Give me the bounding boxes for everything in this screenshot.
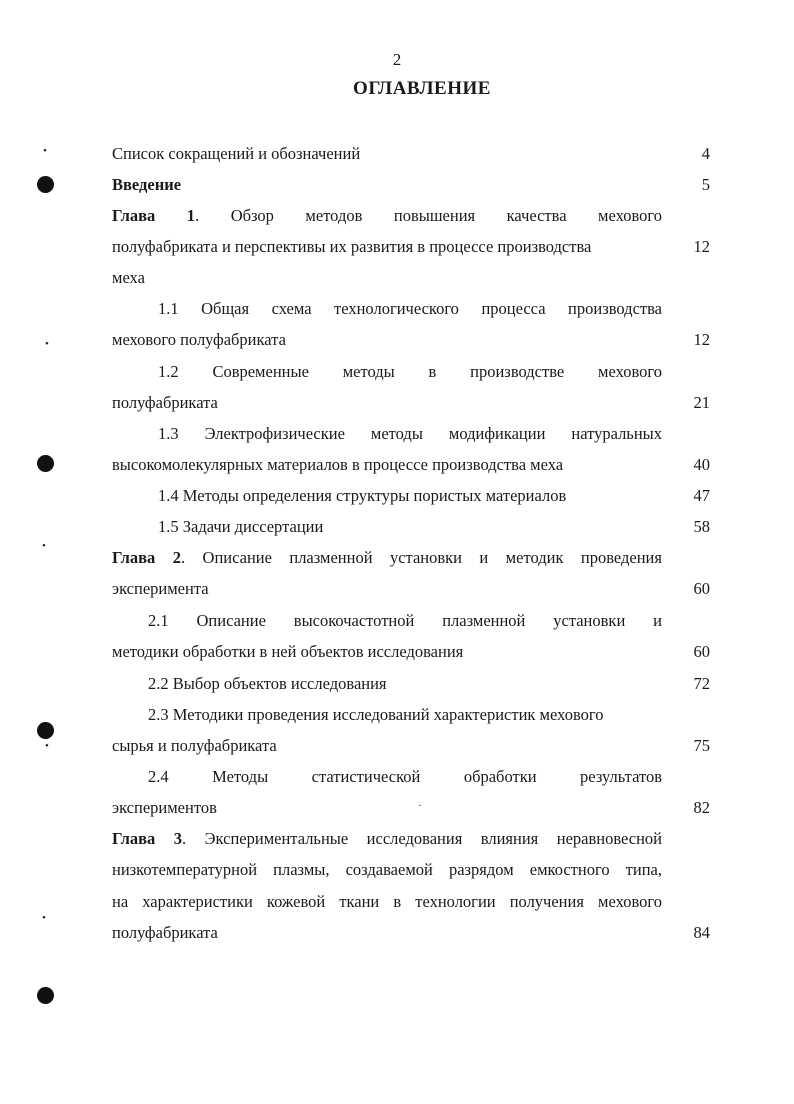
toc-page-number: 5 [701,175,710,194]
toc-intro: Введение [112,175,182,194]
toc-chapter-1-line: полуфабриката и перспективы их развития в процессе производства [112,237,592,256]
chapter-label: Глава 3 [112,829,183,848]
page-title: ОГЛАВЛЕНИЕ [353,78,491,99]
toc-page-number: 40 [693,455,710,474]
toc-page-number: 75 [693,736,710,755]
scan-speck: • [45,338,49,350]
toc-section-1-1-line: мехового полуфабриката [112,330,286,349]
scan-speck: · [418,800,422,812]
toc-section-2-4: 2.4 Методы статистической обработки результатов [148,767,662,786]
scan-speck: • [42,540,46,552]
toc-section-1-3-line: высокомолекулярных материалов в процессе производства меха [112,455,564,474]
toc-chapter-2 [112,547,662,569]
toc-section-2-3: 2.3 Методики проведения исследований характеристик мехового [148,705,604,724]
toc-chapter-3-line: низкотемпературной плазмы, создаваемой разрядом емкостного типа, [112,860,662,879]
toc-section-1-1: 1.1 Общая схема технологического процесса производства [158,299,662,318]
toc-chapter-1-line: меха [112,268,145,287]
binder-hole-mark [37,455,54,472]
scan-speck: • [42,912,46,924]
toc-section-2-4-line: экспериментов [112,798,217,817]
toc-chapter-2-line: эксперимента [112,579,209,598]
chapter-title-text: . Экспериментальные исследования влияния неравновесной [182,829,662,848]
toc-chapter-3 [112,828,662,850]
toc-page-number: 21 [693,393,710,412]
toc-section-1-5: 1.5 Задачи диссертации [158,517,324,536]
scan-speck: • [45,740,49,752]
toc-page-number: 60 [693,579,710,598]
toc-section-1-4: 1.4 Методы определения структуры пористых материалов [158,486,567,505]
scan-speck: • [43,145,47,157]
toc-section-2-3-line: сырья и полуфабриката [112,736,277,755]
toc-page-number: 12 [693,330,710,349]
chapter-title-text: . Обзор методов повышения качества мехового [195,206,662,225]
toc-section-1-2: 1.2 Современные методы в производстве мехового [158,362,662,381]
toc-section-1-3: 1.3 Электрофизические методы модификации натуральных [158,424,662,443]
toc-chapter-3-line: на характеристики кожевой ткани в технологии получения мехового [112,892,662,911]
toc-section-2-1: 2.1 Описание высокочастотной плазменной установки и [148,611,662,630]
toc-page-number: 12 [693,237,710,256]
binder-hole-mark [37,722,54,739]
chapter-label: Глава 2 [112,548,181,567]
toc-page-number: 47 [693,486,710,505]
toc-page-number: 82 [693,798,710,817]
toc-section-1-2-line: полуфабриката [112,393,218,412]
chapter-title-text: . Описание плазменной установки и методик проведения [180,548,662,567]
toc-page-number: 84 [693,923,710,942]
toc-page-number: 72 [693,674,710,693]
toc-page-number: 4 [701,144,710,163]
chapter-label: Глава 1 [112,206,196,225]
page-number: 2 [392,50,402,69]
toc-section-2-2: 2.2 Выбор объектов исследования [148,674,387,693]
toc-chapter-3-line: полуфабриката [112,923,218,942]
toc-chapter-1 [112,205,662,227]
toc-abbrev: Список сокращений и обозначений [112,144,361,163]
binder-hole-mark [37,987,54,1004]
toc-page-number: 58 [693,517,710,536]
toc-page-number: 60 [693,642,710,661]
binder-hole-mark [37,176,54,193]
toc-section-2-1-line: методики обработки в ней объектов исследования [112,642,464,661]
